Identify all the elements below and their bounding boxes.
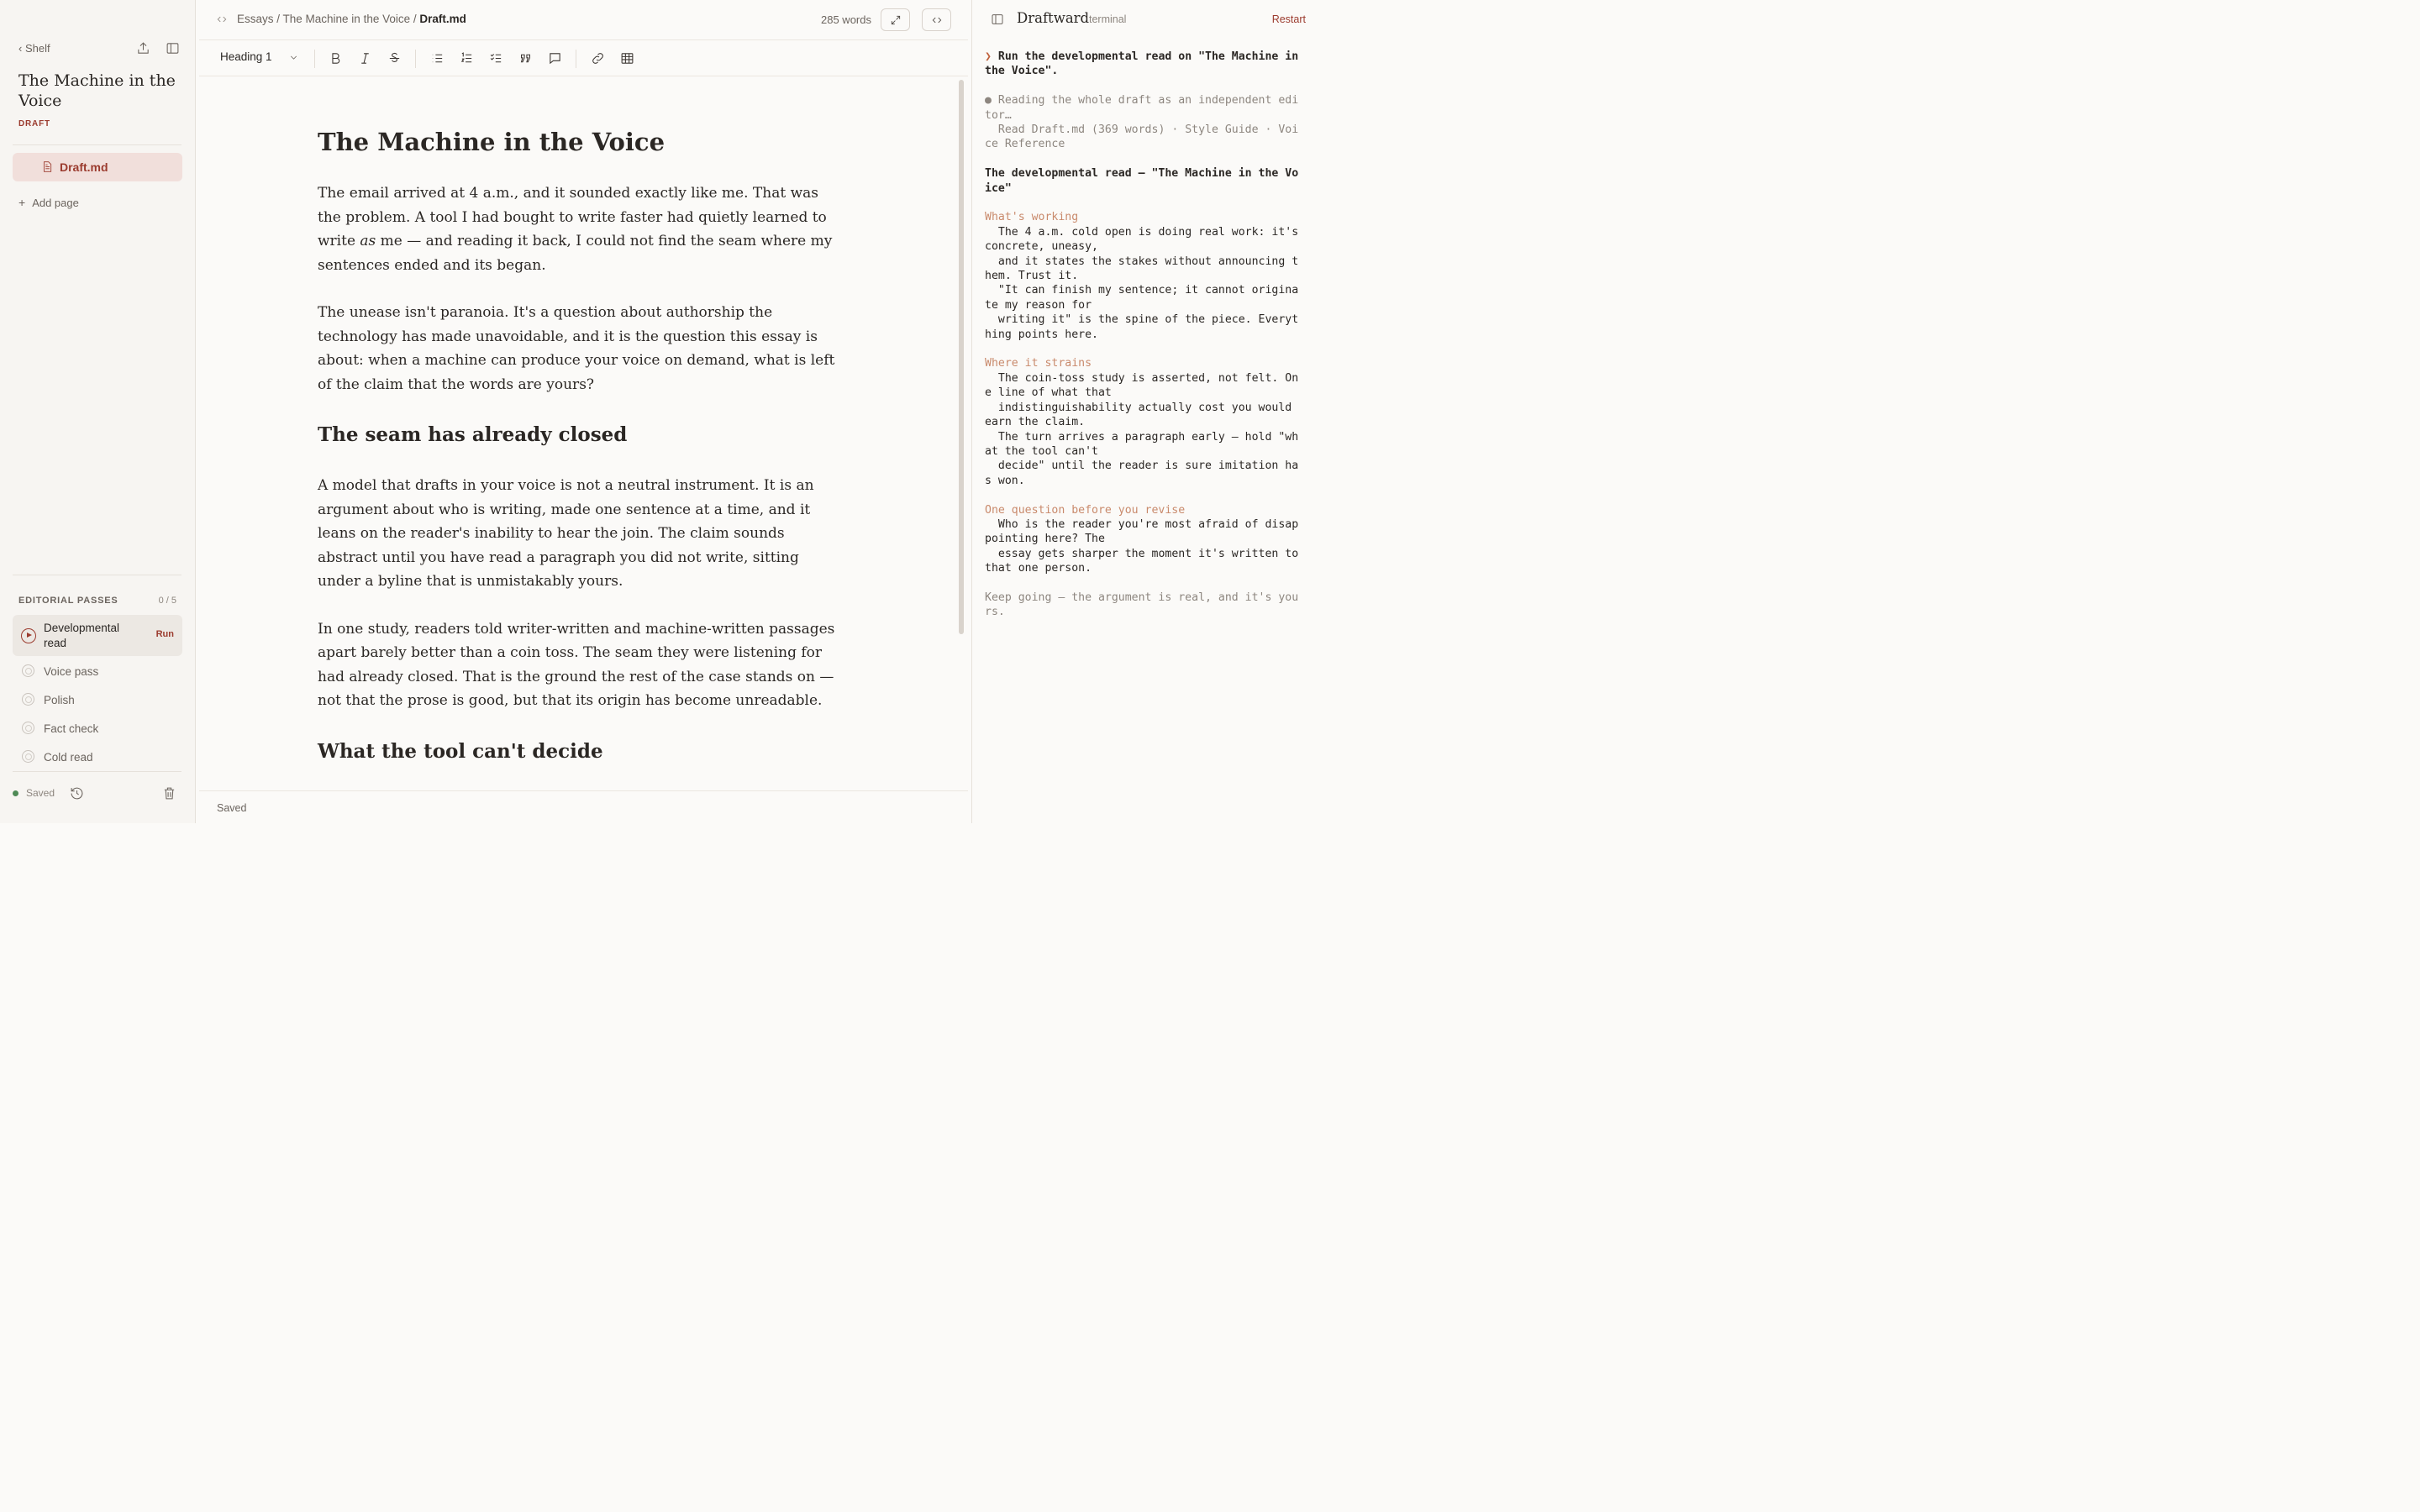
share-icon[interactable] <box>136 41 150 55</box>
link-button[interactable] <box>590 50 605 66</box>
divider <box>13 771 182 772</box>
document-body[interactable] <box>318 126 839 790</box>
trash-icon[interactable] <box>162 786 176 801</box>
review-heading: The developmental read — "The Machine in the Voice" <box>985 167 1299 195</box>
strikethrough-button[interactable] <box>387 50 402 66</box>
shelf-row <box>18 38 180 58</box>
emphasis: as <box>360 233 376 249</box>
pending-circle-icon <box>22 693 34 706</box>
shelf-back-link[interactable]: ‹ Shelf <box>18 41 50 55</box>
page-item-label: Draft.md <box>60 160 108 174</box>
fullscreen-button[interactable] <box>881 8 910 31</box>
breadcrumb-current: Draft.md <box>419 13 466 25</box>
saved-status: Saved <box>26 787 55 799</box>
terminal-header <box>972 0 1318 39</box>
checklist-button[interactable] <box>488 50 503 66</box>
restart-button[interactable]: Restart <box>1271 13 1306 25</box>
pending-circle-icon <box>22 664 34 677</box>
add-page-button[interactable] <box>18 196 79 209</box>
quote-icon <box>518 51 533 66</box>
read-line: Read Draft.md (369 words) · Style Guide · Voice Reference <box>985 123 1299 151</box>
pass-voice-pass[interactable] <box>13 659 182 684</box>
comment-icon <box>548 51 562 66</box>
toolbar-divider <box>314 50 315 68</box>
prompt-caret-icon: ❯ <box>985 50 992 63</box>
numbered-list-button[interactable] <box>459 50 474 66</box>
pass-developmental-read[interactable] <box>13 615 182 656</box>
pending-circle-icon <box>22 722 34 734</box>
play-icon <box>21 628 36 643</box>
divider <box>13 144 182 145</box>
formatting-toolbar <box>199 40 968 76</box>
strikethrough-icon <box>387 51 402 66</box>
breadcrumb-path[interactable]: Essays / The Machine in the Voice / <box>237 13 420 25</box>
collapse-code-icon[interactable] <box>216 13 228 25</box>
passes-header <box>18 596 176 606</box>
link-icon <box>591 51 605 66</box>
table-button[interactable] <box>619 50 634 66</box>
saved-indicator-dot <box>13 790 18 796</box>
pass-cold-read[interactable] <box>13 744 182 769</box>
paragraph: The unease isn't paranoia. It's a question about authorship the technology has made unavoidable, and it is the question this essay is about: when a machine can produce your voice on demand, what is left of the claim that the words are yours? <box>318 304 835 393</box>
bold-button[interactable] <box>328 50 343 66</box>
paragraph: In one study, readers told writer-written and machine-written passages apart barely better than a coin toss. The seam they were listening for had already closed. That is the ground the rest of the case stands on — not that the prose is good, but that its origin has become unreadable. <box>318 620 835 709</box>
terminal-panel <box>971 0 1318 823</box>
editor-statusbar <box>199 790 968 823</box>
numbered-list-icon <box>460 51 474 66</box>
editor-scrollbar[interactable] <box>959 80 964 634</box>
pass-label: Cold read <box>44 750 93 764</box>
panel-toggle-icon[interactable] <box>991 13 1004 26</box>
sidebar-toggle-icon[interactable] <box>166 41 180 55</box>
pass-polish[interactable] <box>13 687 182 712</box>
document-icon <box>41 160 53 173</box>
bold-icon <box>329 51 343 66</box>
passes-heading: EDITORIAL PASSES <box>18 596 118 606</box>
breadcrumb <box>237 13 466 25</box>
word-count: 285 words <box>821 13 871 26</box>
terminal-title: Draftward <box>1017 10 1090 26</box>
document-title: The Machine in the Voice <box>18 71 176 110</box>
passes-count: 0 / 5 <box>158 596 176 606</box>
save-status: Saved <box>217 802 247 814</box>
section-title: What's working <box>985 211 1079 224</box>
pending-circle-icon <box>22 750 34 763</box>
editor-topbar <box>199 0 968 40</box>
section-heading: The seam has already closed <box>318 423 628 446</box>
terminal-prompt: ❯ Run the developmental read on "The Machine in the Voice". <box>985 50 1306 78</box>
pass-label: Voice pass <box>44 664 99 678</box>
closing-line: Keep going — the argument is real, and it's yours. <box>985 591 1299 619</box>
editor-scroll-area[interactable] <box>199 77 960 790</box>
page-item-draft[interactable] <box>13 153 182 181</box>
run-button[interactable]: Run <box>155 629 174 639</box>
comment-button[interactable] <box>547 50 562 66</box>
code-icon <box>931 14 943 26</box>
block-style-value: Heading 1 <box>220 50 272 63</box>
left-sidebar <box>0 0 196 823</box>
terminal-subtitle: terminal <box>1089 13 1127 25</box>
paragraph: A model that drafts in your voice is not a neutral instrument. It is an argument about who is writing, made one sentence at a time, and it leans on the reader's inability to hear the join. The claim sounds abstract until you have read a paragraph you did not write, sitting under a byline that is unmistakably yours. <box>318 477 814 590</box>
italic-button[interactable] <box>357 50 372 66</box>
section-body: Who is the reader you're most afraid of disappointing here? The essay gets sharper the moment it's written to that one person. <box>985 517 1299 575</box>
pass-label: Polish <box>44 693 75 706</box>
bullet-list-button[interactable] <box>429 50 445 66</box>
terminal-output <box>985 50 1304 620</box>
bullet-list-icon <box>430 51 445 66</box>
paragraph: The email arrived at 4 a.m., and it sounded exactly like me. That was the problem. A tool I had bought to write faster had quietly learned to write as me — and reading it back, I could not find the seam where my sentences ended and its began. <box>318 185 833 274</box>
toolbar-divider <box>415 50 416 68</box>
block-style-select[interactable] <box>220 50 299 67</box>
status-line: ● Reading the whole draft as an independent editor… <box>985 94 1299 122</box>
pass-fact-check[interactable] <box>13 716 182 741</box>
status-badge: DRAFT <box>18 119 50 129</box>
expand-icon <box>890 14 902 26</box>
app-window <box>0 0 1318 823</box>
section-body: The 4 a.m. cold open is doing real work: it's concrete, uneasy, and it states the stakes without announcing them. Trust it. "It can finish my sentence; it cannot originate my reason for writing it" is the spine of the piece. Everything points here. <box>985 225 1299 341</box>
chevron-down-icon <box>288 52 299 63</box>
section-title: One question before you revise <box>985 503 1186 517</box>
section-title: Where it strains <box>985 357 1092 370</box>
section-heading: What the tool can't decide <box>318 739 603 763</box>
history-icon[interactable] <box>70 786 84 801</box>
quote-button[interactable] <box>518 50 533 66</box>
editor-pane <box>199 0 968 823</box>
sidebar-footer <box>13 785 176 801</box>
pass-label: Fact check <box>44 722 99 735</box>
plus-icon: + <box>18 196 26 209</box>
italic-icon <box>358 51 372 66</box>
checklist-icon <box>489 51 503 66</box>
pass-label: Developmental read <box>44 622 120 649</box>
document-heading: The Machine in the Voice <box>318 128 666 156</box>
source-view-button[interactable] <box>922 8 951 31</box>
section-body: The coin-toss study is asserted, not felt. One line of what that indistinguishability actually cost you would earn the claim. The turn arrives a paragraph early — hold "what the tool can't decide" until the reader is sure imitation has won. <box>985 371 1299 487</box>
table-icon <box>620 51 634 66</box>
add-page-label: Add page <box>32 196 79 209</box>
